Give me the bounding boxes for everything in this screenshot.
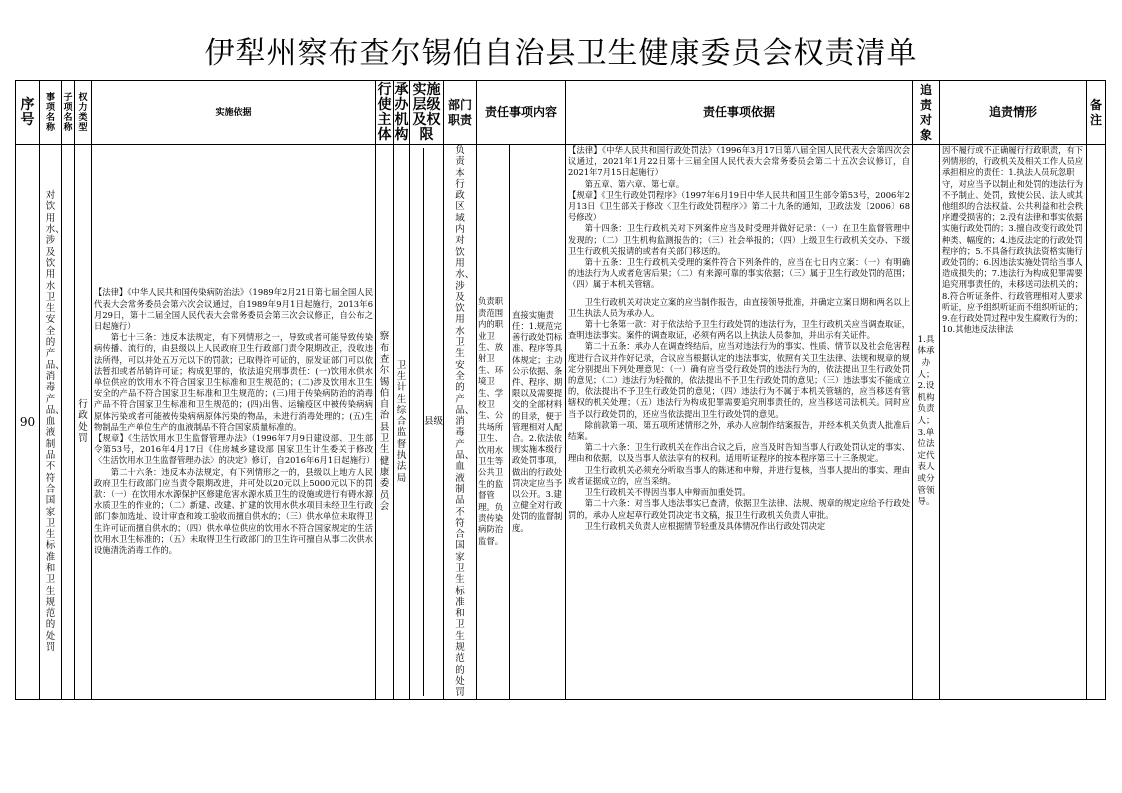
resp-basis-paragraph: 卫生行政机关对决定立案的应当制作报告，由直接领导批准，并确定立案日期和两名以上卫生执法人员为承办人。 [568, 296, 910, 318]
resp-basis-paragraph: 第五章、第六章、第七章。 [584, 178, 685, 189]
cell-power-type: 行政处罚 [75, 145, 92, 700]
cell-item-name: 对饮用水、涉及饮用水卫生安全的产品、消毒产品、血液制品不符合国家卫生标准和卫生规范的处罚 [40, 145, 62, 700]
resp-basis-paragraph: 卫生行政机关不得因当事人申辩而加重处罚。 [584, 487, 751, 498]
cell-subject: 察布查尔锡伯自治县卫生健康委员会 [376, 145, 394, 700]
col-header-item-name: 事项名称 [40, 81, 62, 145]
situation-text: 因不履行或不正确履行行政职责，有下列情形的，行政机关及相关工作人员应承担相应的责任：1.执法人员玩忽职守，对应当予以制止和处罚的违法行为不予制止、处罚，致使公民、法人或其他组织的合法权益、公共利益和社会秩序遭受损害的；2.没有法律和事实依据实施行政处罚的；3.擅自改变行政处罚种类、幅度的；4.违反法定的行政处罚程序的；5.不具备行政执法资格实施行政处罚的；6.因违法实施处罚给当事人造成损失的；7.违法行为构成犯罪需要追究刑事责任的，未移送司法机关的；8.符合听证条件、行政管理相对人要求听证，应予组织听证而不组织听证的；9.在行政处罚过程中发生腐败行为的；10.其他违反法律法 [942, 145, 1084, 335]
col-header-dept-duty: 部门职责 [444, 81, 477, 145]
cell-basis [92, 145, 376, 700]
col-header-seq: 序号 [16, 81, 40, 145]
col-header-power-type: 权力类型 [75, 81, 92, 145]
responsibility-table [15, 80, 1106, 700]
header-row [16, 81, 1106, 145]
col-header-remarks: 备注 [1087, 81, 1106, 145]
resp-basis-paragraph: 第二十六条：对当事人违法事实已查清，依据卫生法律、法规、规章的规定应给予行政处罚的，承办人应起草行政处罚决定书文稿，报卫生行政机关负责人审批。 [568, 498, 910, 520]
basis-paragraph: 【法律】《中华人民共和国传染病防治法》（1989年2月21日第七届全国人民代表大会常务委员会第六次会议通过，自1989年9月1日起施行，2013年6月29日，第十二届全国人民代表大会常务委员会第三次会议修正，自公布之日起施行） [94, 287, 373, 331]
level-label: 县级 [424, 416, 444, 428]
cell-level [410, 145, 444, 700]
col-header-resp-basis: 责任事项依据 [566, 81, 913, 145]
resp-basis-paragraph: 第十五条：卫生行政机关受理的案件符合下列条件的，应当在七日内立案：（一）有明确的违法行为人或者危害后果；（二）有来源可靠的事实依据；（三）属于卫生行政处罚的范围；（四）属于本机关管辖。 [568, 257, 910, 290]
cell-resp-content [477, 145, 566, 700]
basis-paragraph: 第七十三条：违反本法规定，有下列情形之一，导致或者可能导致传染病传播、流行的，由县级以上人民政府卫生行政部门责令限期改正，没收违法所得，可以并处五万元以下的罚款；已取得许可证的，原发证部门可以依法暂扣或者吊销许可证；构成犯罪的，依法追究刑事责任：(一)饮用水供水单位供应的饮用水不符合国家卫生标准和卫生规范的；(二)涉及饮用水卫生安全的产品不符合国家卫生标准和卫生规范的；(三)用于传染病防治的消毒产品不符合国家卫生标准和卫生规范的；(四)出售、运输疫区中被传染病病原体污染或者可能被传染病病原体污染的物品，未进行消毒处理的；(五)生物制品生产单位生产的血液制品不符合国家质量标准的。 [94, 332, 373, 432]
cell-resp-basis [566, 145, 913, 700]
col-header-subject: 行使主体 [377, 81, 392, 143]
resp-basis-paragraph: 【法律】《中华人民共和国行政处罚法》（1996年3月17日第八届全国人民代表大会第四次会议通过，2021年1月22日第十三届全国人民代表大会常务委员会第二十五次会议修订，自2021年7月15日起施行） [568, 145, 910, 178]
cell-situation [940, 145, 1087, 700]
resp-basis-paragraph: 【规章】《卫生行政处罚程序》（1997年6月19日中华人民共和国卫生部令第53号，2006年2月13日《卫生部关于修改〈卫生行政处罚程序〉》第二十九条的通知，卫政法发〔2006〕68号修改） [568, 189, 910, 223]
col-header-undertaker: 承办机构 [394, 81, 409, 143]
resp-basis-paragraph: 第二十六条：卫生行政机关在作出合议之后，应当及时告知当事人行政处罚认定的事实、理由和依据，以及当事人依法享有的权利。适用听证程序的按本程序第三十三条规定。 [568, 442, 910, 464]
resp-basis-paragraph: 第十七条第一款：对于依法给予卫生行政处罚的违法行为，卫生行政机关应当调查取证，查明违法事实。案件的调查取证，必须有两名以上执法人员参加，并出示有关证件。 [568, 319, 910, 341]
resp-content-text: 直接实施责任：1.规范完善行政处罚标准、程序等具体规定；主动公示依据、条件、程序、期限以及需要提交的全部材料的目录，便于管理相对人配合。2.依法依规实施本级行政处罚事项，做出的行政处罚决定应当予以公开。3.建立健全对行政处罚的监督制度。 [512, 309, 563, 533]
cell-undertaker: 卫生计生综合监督执法局 [394, 145, 410, 700]
col-header-situation: 追责情形 [940, 81, 1087, 145]
resp-basis-paragraph: 卫生行政机关必须充分听取当事人的陈述和申辩，并进行复核，当事人提出的事实、理由或者证据成立的，应当采纳。 [568, 464, 910, 486]
basis-paragraph: 【规章】《生活饮用水卫生监督管理办法》（1996年7月9日建设部、卫生部令第53号，2016年4月17日《住房城乡建设部 国家卫生计生委关于修改〈生活饮用水卫生监督管理办法〉的决定》修订，自2016年6月1日起施行） [94, 432, 375, 466]
col-header-sub-item-name: 子项名称 [62, 81, 75, 145]
resp-basis-paragraph: 除前款第一项、第五项所述情形之外，承办人应制作结案报告，并经本机关负责人批准后结案。 [568, 419, 910, 442]
cell-dept-duty: 负责本行政区域内对饮用水、涉及饮用水卫生安全的产品、消毒产品、血液制品不符合国家卫生标准和卫生规范的处罚 [444, 145, 477, 700]
col-header-accountable: 追责对象 [913, 81, 940, 145]
cell-remarks [1087, 145, 1106, 700]
cell-accountable: 1.具体承办人；2.设机构负责人；3.单位法定代表人或分管领导。 [913, 145, 940, 700]
resp-basis-paragraph: 第十四条：卫生行政机关对下列案件应当及时受理并做好记录：（一）在卫生监督管理中发现的；（二）卫生机构监测报告的；（三）社会举报的；（四）上级卫生行政机关交办、下级卫生行政机关报请的或者有关部门移送的。 [568, 223, 910, 256]
cell-seq: 90 [16, 145, 40, 700]
col-header-level: 实施层级及权限 [410, 81, 444, 145]
basis-paragraph: 第二十六条：违反本办法规定，有下列情形之一的，县级以上地方人民政府卫生行政部门应当责令限期改进，并可处以20元以上5000元以下的罚款：（一）在饮用水水源保护区修建危害水源水质卫生的设施或进行有碍水源水质卫生的作业的；（二）新建、改建、扩建的饮用水供水项目未经卫生行政部门参加选址、设计审查和竣工验收而擅自供水的；（三）供水单位未取得卫生许可证而擅自供水的；（四）供水单位供应的饮用水不符合国家规定的生活饮用水卫生标准的；（五）未取得卫生行政部门的卫生许可擅自从事二次供水设施清洗消毒工作的。 [94, 466, 373, 555]
col-header-basis: 实施依据 [92, 81, 376, 145]
col-header-resp-content: 责任事项内容 [477, 81, 566, 145]
resp-basis-paragraph: 卫生行政机关负责人应根据情节轻重及具体情况作出行政处罚决定 [584, 520, 826, 531]
resp-basis-paragraph: 第二十五条：承办人在调查终结后，应当对违法行为的事实、性质、情节以及社会危害程度进行合议并作好记录，合议应当根据认定的违法事实，依照有关卫生法律、法规和规章的规定分别提出下列处理意见：（一）确有应当受行政处罚的违法行为的，依法提出卫生行政处罚的意见；（二）违法行为轻微的，依法提出不予卫生行政处罚的意见；（三）违法事实不能成立的，依法提出不予卫生行政处罚的意见；（四）违法行为不属于本机关管辖的，应当移送有管辖权的机关处理；（五）违法行为构成犯罪需要追究刑事责任的，应当移送司法机关。同时应当予以行政处罚的，还应当依法提出卫生行政处罚的意见。 [568, 341, 910, 419]
table-row [16, 145, 1106, 700]
resp-dept-text: 负责职责范围内的职业卫生、放射卫生、环境卫生、学校卫生、公共场所卫生、饮用水卫生等公共卫生的监督管理。负责传染病防治监督。 [477, 145, 510, 699]
document-title: 伊犁州察布查尔锡伯自治县卫生健康委员会权责清单 [204, 36, 918, 71]
